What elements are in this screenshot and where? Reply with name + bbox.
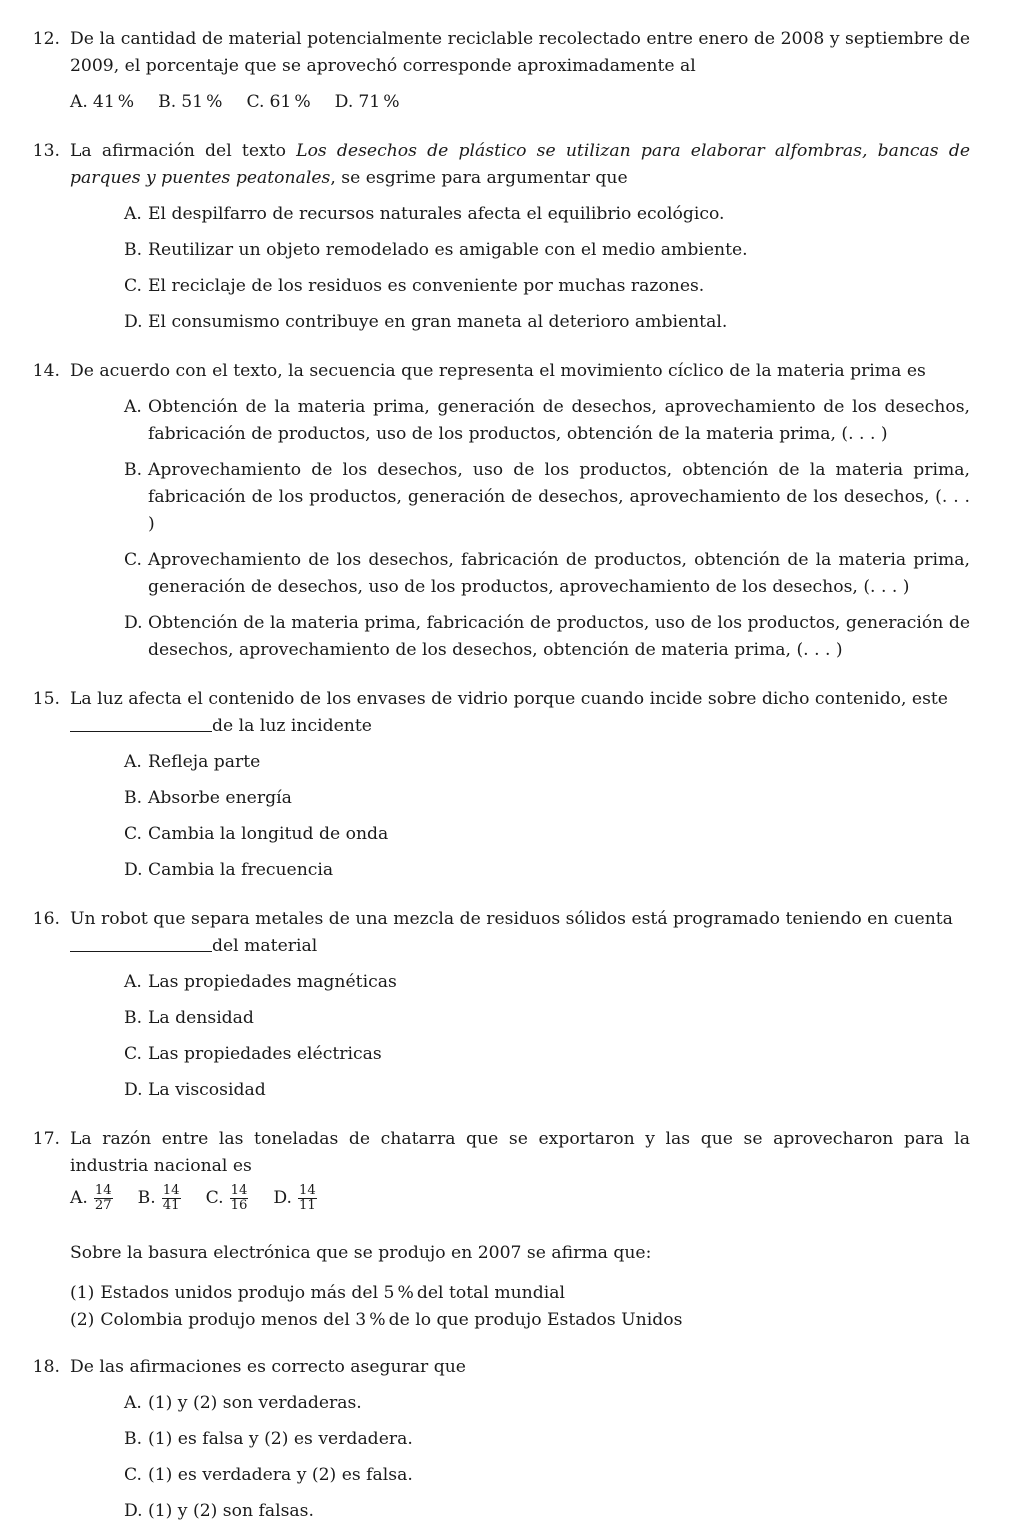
option-letter: D. <box>124 1500 143 1521</box>
option-a[interactable] <box>124 394 970 448</box>
question-body <box>60 906 970 1104</box>
option-letter: D. <box>124 1080 143 1100</box>
option-letter: C. <box>205 1188 224 1209</box>
question-stem: De las afirmaciones es correcto asegurar que <box>70 1356 466 1377</box>
option-d[interactable] <box>124 610 970 664</box>
statement-text-before-percent: Colombia produjo menos del 3 <box>100 1309 367 1330</box>
option-text: Reutilizar un objeto remodelado es amigable con el medio ambiente. <box>148 240 748 260</box>
option-text: Las propiedades eléctricas <box>148 1044 382 1064</box>
question-stem <box>70 138 970 192</box>
option-a[interactable] <box>124 969 970 996</box>
option-letter: A. <box>124 1392 142 1413</box>
option-letter: D. <box>124 613 143 633</box>
stem-tail: , se esgrime para argumentar que <box>330 168 628 188</box>
option-text: (1) y (2) son falsas. <box>148 1500 314 1521</box>
option-letter: C. <box>124 550 143 570</box>
option-d[interactable] <box>124 309 970 336</box>
option-text: Obtención de la materia prima, fabricación de productos, uso de los productos, generación de desechos, aprovechamiento de los desechos, obtención de materia prima, (. . . ) <box>148 613 970 660</box>
question-12 <box>28 26 970 116</box>
question-body <box>60 1354 970 1525</box>
question-stem: La razón entre las toneladas de chatarra que se exportaron y las que se aprovecharon para la industria nacional es <box>70 1129 970 1176</box>
option-letter: D. <box>273 1188 292 1209</box>
option-letter: C. <box>246 92 265 112</box>
option-c[interactable] <box>124 821 970 848</box>
question-body <box>60 26 970 116</box>
stem-lead: La afirmación del texto <box>70 141 297 161</box>
option-a[interactable] <box>70 1184 114 1214</box>
denominator: 16 <box>230 1198 248 1214</box>
statement-text-before-percent: Estados unidos produjo más del 5 <box>100 1282 395 1303</box>
option-d[interactable] <box>124 857 970 884</box>
question-number: 16. <box>32 909 60 929</box>
option-a[interactable] <box>124 749 970 776</box>
denominator: 11 <box>299 1198 316 1214</box>
statement-tag: (2) <box>70 1309 95 1330</box>
fraction <box>94 1184 113 1214</box>
question-number: 14. <box>32 361 60 381</box>
option-c[interactable] <box>124 547 970 601</box>
option-b[interactable] <box>158 89 222 116</box>
fill-in-blank[interactable] <box>70 717 212 732</box>
denominator: 27 <box>94 1198 112 1214</box>
option-letter: C. <box>124 824 143 844</box>
question-16 <box>28 906 970 1104</box>
percent-sign: % <box>294 92 311 112</box>
stem-after-blank: de la luz incidente <box>212 716 372 736</box>
question-stem: De la cantidad de material potencialmente reciclable recolectado entre enero de 2008 y septiembre de 2009, el porcentaje que se aprovechó corresponde aproximadamente al <box>70 29 970 76</box>
numerator: 14 <box>162 1183 180 1198</box>
statement-1 <box>70 1280 970 1307</box>
option-text: Obtención de la materia prima, generación de desechos, aprovechamiento de los desechos, fabricación de productos, uso de los productos, obtención de la materia prima, (. . . ) <box>148 397 970 444</box>
option-value: 71 <box>358 92 381 112</box>
question-stem <box>70 686 970 713</box>
shared-stimulus-block <box>70 1240 970 1334</box>
option-text: Aprovechamiento de los desechos, uso de los productos, obtención de la materia prima, fabricación de los productos, generación de desechos, aprovechamiento de los desechos, (. . . ) <box>148 460 970 534</box>
numerator: 14 <box>94 1183 112 1198</box>
question-number: 18. <box>32 1356 60 1377</box>
option-letter: A. <box>70 92 88 112</box>
option-b[interactable] <box>124 457 970 538</box>
option-text: Las propiedades magnéticas <box>148 972 397 992</box>
option-letter: C. <box>124 276 143 296</box>
question-body <box>60 686 970 884</box>
option-d[interactable] <box>273 1184 317 1214</box>
percent-sign: % <box>117 92 135 112</box>
statement-tag: (1) <box>70 1282 95 1303</box>
question-stem-blank-line <box>70 933 970 960</box>
option-b[interactable] <box>124 785 970 812</box>
option-letter: B. <box>124 240 143 260</box>
option-letter: B. <box>124 460 143 480</box>
option-text: Refleja parte <box>148 752 261 772</box>
question-body <box>60 1126 970 1334</box>
option-text: La densidad <box>148 1008 254 1028</box>
percent-sign: % <box>369 1309 386 1330</box>
option-letter: A. <box>124 752 142 772</box>
option-letter: A. <box>124 397 142 417</box>
percent-sign: % <box>383 92 400 112</box>
stem-quoted-text: Los desechos de plástico se utilizan para elaborar alfombras, bancas de parques y puentes peatonales <box>70 141 970 188</box>
option-text: Cambia la longitud de onda <box>148 824 389 844</box>
option-b[interactable] <box>124 1005 970 1032</box>
option-d[interactable] <box>124 1498 970 1525</box>
option-text: Cambia la frecuencia <box>148 860 334 880</box>
question-stem: De acuerdo con el texto, la secuencia que representa el movimiento cíclico de la materia prima es <box>70 361 926 381</box>
question-18 <box>28 1354 970 1525</box>
fraction <box>162 1184 181 1214</box>
options-stack <box>70 749 970 884</box>
option-b[interactable] <box>124 1426 970 1453</box>
fraction <box>230 1184 249 1214</box>
option-letter: B. <box>137 1188 156 1209</box>
option-c[interactable] <box>206 1184 250 1214</box>
question-number: 12. <box>32 29 60 49</box>
option-text: El despilfarro de recursos naturales afecta el equilibrio ecológico. <box>148 204 725 224</box>
question-17 <box>28 1126 970 1334</box>
options-stack <box>70 1390 970 1525</box>
option-text: La viscosidad <box>148 1080 266 1100</box>
option-letter: D. <box>124 312 143 332</box>
option-d[interactable] <box>124 1077 970 1104</box>
option-c[interactable] <box>124 1041 970 1068</box>
options-stack <box>70 394 970 664</box>
stimulus-intro: Sobre la basura electrónica que se produjo en 2007 se afirma que: <box>70 1242 652 1263</box>
percent-sign: % <box>397 1282 414 1303</box>
option-letter: A. <box>124 204 142 224</box>
percent-sign: % <box>206 92 223 112</box>
statement-text-after-percent: del total mundial <box>416 1282 565 1303</box>
option-c[interactable] <box>124 1462 970 1489</box>
option-letter: D. <box>334 92 354 112</box>
option-b[interactable] <box>124 237 970 264</box>
question-number: 15. <box>32 689 60 709</box>
option-text: El reciclaje de los residuos es conveniente por muchas razones. <box>148 276 705 296</box>
fraction <box>298 1184 317 1214</box>
options-inline <box>70 89 970 116</box>
option-text: Absorbe energía <box>148 788 292 808</box>
question-14 <box>28 358 970 664</box>
fill-in-blank[interactable] <box>70 937 212 952</box>
option-text: (1) es falsa y (2) es verdadera. <box>148 1428 413 1449</box>
question-number: 17. <box>32 1129 60 1149</box>
options-stack <box>70 969 970 1104</box>
stem-text: Un robot que separa metales de una mezcla de residuos sólidos está programado teniendo en cuenta <box>70 909 953 929</box>
option-letter: A. <box>70 1188 88 1209</box>
option-letter: B. <box>124 1428 143 1449</box>
option-letter: C. <box>124 1044 143 1064</box>
option-d[interactable] <box>335 89 400 116</box>
denominator: 41 <box>162 1198 180 1214</box>
option-letter: B. <box>124 788 143 808</box>
option-letter: B. <box>124 1008 143 1028</box>
option-value: 61 <box>269 92 292 112</box>
option-c[interactable] <box>246 89 310 116</box>
option-a[interactable] <box>70 89 134 116</box>
options-stack <box>70 201 970 336</box>
question-body <box>60 358 970 664</box>
stem-text: La luz afecta el contenido de los envases de vidrio porque cuando incide sobre dicho contenido, este <box>70 689 948 709</box>
options-inline-fractions <box>70 1184 970 1214</box>
question-stem <box>70 906 970 933</box>
question-body <box>60 138 970 336</box>
option-a[interactable] <box>124 201 970 228</box>
option-a[interactable] <box>124 1390 970 1417</box>
question-13 <box>28 138 970 336</box>
question-stem-blank-line <box>70 713 970 740</box>
option-text: (1) y (2) son verdaderas. <box>148 1392 362 1413</box>
option-text: Aprovechamiento de los desechos, fabricación de productos, obtención de la materia prima, generación de desechos, uso de los productos, aprovechamiento de los desechos, (. . . ) <box>148 550 970 597</box>
option-value: 51 <box>181 92 204 112</box>
option-letter: D. <box>124 860 143 880</box>
question-15 <box>28 686 970 884</box>
option-letter: A. <box>124 972 142 992</box>
statement-2 <box>70 1307 970 1334</box>
numerator: 14 <box>299 1183 316 1198</box>
numerator: 14 <box>230 1183 248 1198</box>
stem-after-blank: del material <box>212 936 318 956</box>
option-b[interactable] <box>138 1184 182 1214</box>
question-number: 13. <box>32 141 60 161</box>
option-value: 41 <box>92 92 115 112</box>
option-letter: C. <box>124 1464 143 1485</box>
statement-text-after-percent: de lo que produjo Estados Unidos <box>388 1309 683 1330</box>
option-c[interactable] <box>124 273 970 300</box>
option-letter: B. <box>158 92 177 112</box>
option-text: El consumismo contribuye en gran maneta al deterioro ambiental. <box>148 312 728 332</box>
option-text: (1) es verdadera y (2) es falsa. <box>148 1464 413 1485</box>
